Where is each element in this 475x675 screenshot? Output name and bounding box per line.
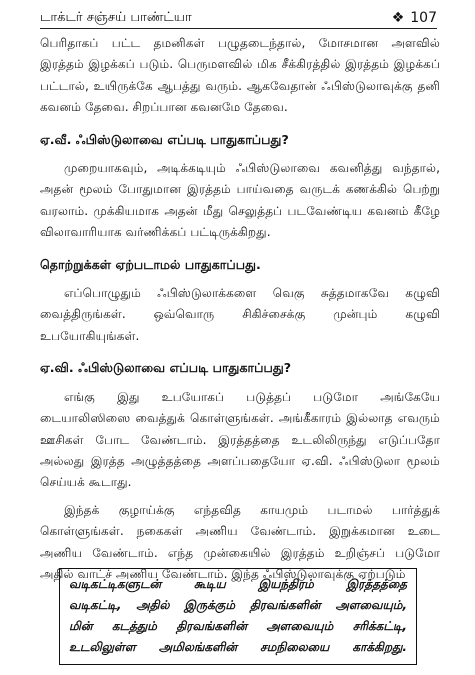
- body-paragraph: எங்கு இது உபயோகப் படுத்தப் படுமோ அங்கேயே டையாலிஸிஸை வைத்துக் கொள்ளுங்கள். அங்கீகாரம் இல்லாத எவரும் ஊசிகள் போட வேண்டாம். இரத்தத்தை உடலிலிருந்து எடுப்பதோ அல்லது இரத்த அழுத்தத்தை அளப்பதையோ ஏ.வி. ஃபிஸ்டுலா மூலம் செய்யக் கூடாது.: [40, 389, 440, 490]
- body-paragraph: முறையாகவும், அடிக்கடியும் ஃபிஸ்டுலாவை கவனித்து வந்தால், அதன் மூலம் போதுமான இரத்தம் பாய்வதை வருடக் கணக்கில் பெற்று வரலாம். முக்கியமாக அதன் மீது செலுத்தப் படவேண்டிய கவனம் கீழே விலாவாரியாக வர்ணிக்கப் பட்டிருக்கிறது.: [40, 161, 440, 240]
- highlight-box: [59, 568, 417, 665]
- body-paragraph: இந்தக் குழாய்க்கு எந்தவித காயமும் படாமல் பார்த்துக் கொள்ளுங்கள். நகைகள் அணிய வேண்டாம். இறுக்கமான உடை அணிய வேண்டாம். எந்த முன்கையில் இரத்தம் உறிஞ்சப் படுமோ அதில் வாட்ச் அணிய வேண்டாம். இந்த ஃபிஸ்டுலாவுக்கு ஏற்படும்: [40, 502, 440, 581]
- diamond-icon: ❖: [391, 10, 405, 26]
- highlight-line: உடலிலுள்ள அமிலங்களின் சமநிலையை காக்கிறது.: [69, 640, 407, 654]
- highlight-line: மின் கடத்தும் திரவங்களின் அளவையும் சரிக்கட்டி,: [69, 619, 407, 633]
- intro-paragraph: பெரிதாகப் பட்ட தமனிகள் பழுதடைந்தால், மோசமான அளவில் இரத்தம் இழக்கப் படும். பெருமளவில் மிக சீக்கிரத்தில் இரத்தம் இழக்கப் பட்டால், உயிருக்கே ஆபத்து வரும். ஆகவேதான் ஃபிஸ்டுலாவுக்கு தனி கவனம் தேவை. சிறப்பான கவனமே தேவை.: [40, 36, 440, 115]
- page-header: [40, 6, 437, 29]
- section-heading-protect-fistula: ஏ.வீ. ஃபிஸ்டுலாவை எப்படி பாதுகாப்பது?: [40, 131, 289, 147]
- highlight-line: வடிகட்டி, அதில் இருக்கும் திரவங்களின் அளவையும்,: [69, 598, 407, 612]
- running-title: டாக்டர் சஞ்சய் பாண்ட்யா: [40, 10, 192, 25]
- page-number-group: [392, 10, 437, 26]
- section-heading-protect-av-fistula: ஏ.வி. ஃபிஸ்டுலாவை எப்படி பாதுகாப்பது?: [40, 360, 292, 376]
- page-number: 107: [410, 10, 437, 26]
- section-heading-infection: தொற்றுக்கள் ஏற்படாமல் பாதுகாப்பது.: [40, 256, 261, 272]
- body-paragraph: எப்பொழுதும் ஃபிஸ்டுலாக்களை வெகு சுத்தமாகவே கழுவி வைத்திருங்கள். ஒவ்வொரு சிகிச்சைக்கு முன்பும் கழுவி உபயோகியுங்கள்.: [40, 286, 440, 343]
- highlight-line: வடிகட்டிகளுடன் கூடிய இயந்திரம் இரத்தத்தை: [69, 577, 407, 591]
- page-body: [40, 33, 440, 585]
